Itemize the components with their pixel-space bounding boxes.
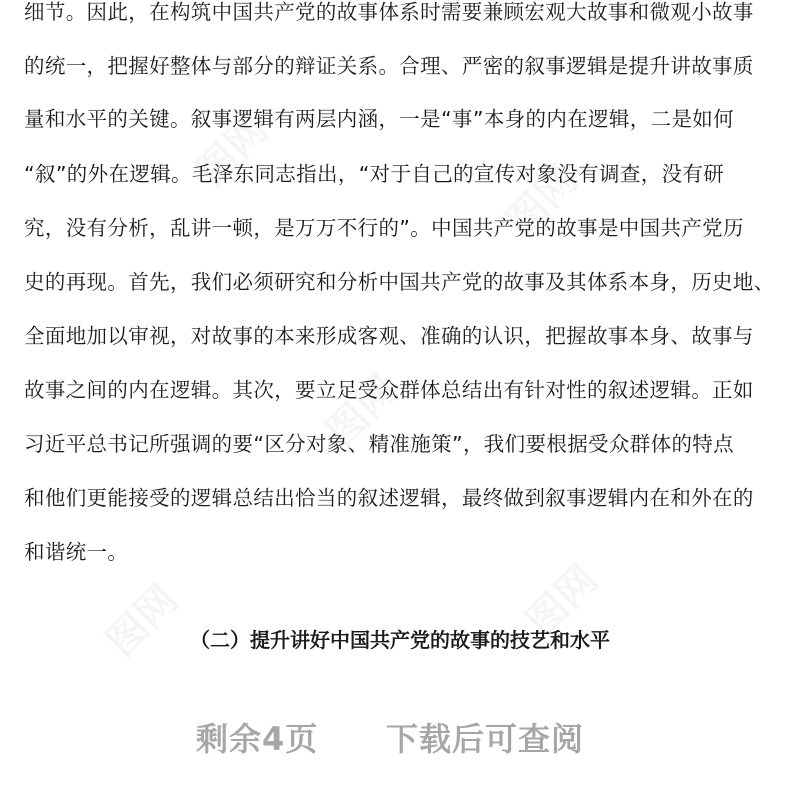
watermark: 图网 — [317, 366, 408, 456]
body-text-line: 的统一，把握好整体与部分的辩证关系。合理、严密的叙事逻辑是提升讲故事质 — [24, 54, 754, 78]
body-text-line: 史的再现。首先，我们必须研究和分析中国共产党的故事及其体系本身，历史地、 — [24, 270, 775, 294]
watermark: 图网 — [97, 576, 188, 666]
body-text-line: 量和水平的关键。叙事逻辑有两层内涵，一是“事”本身的内在逻辑，二是如何 — [24, 107, 734, 131]
watermark: 图网 — [497, 156, 588, 246]
body-text-line: 细节。因此，在构筑中国共产党的故事体系时需要兼顾宏观大故事和微观小故事 — [24, 0, 754, 24]
body-text-line: 和谐统一。 — [24, 540, 129, 564]
watermark: 图网 — [187, 106, 278, 196]
body-text-line: 究，没有分析，乱讲一顿，是万万不行的”。中国共产党的故事是中国共产党历 — [24, 216, 744, 240]
body-text-line: 习近平总书记所强调的要“区分对象、精准施策”，我们要根据受众群体的特点 — [24, 432, 734, 456]
download-to-view-label[interactable]: 下载后可查阅 — [386, 720, 585, 758]
section-heading: （二）提升讲好中国共产党的故事的技艺和水平 — [190, 628, 610, 652]
watermark: 图网 — [517, 556, 608, 646]
body-text-line: 和他们更能接受的逻辑总结出恰当的叙述逻辑，最终做到叙事逻辑内在和外在的 — [24, 486, 754, 510]
remaining-pages-label[interactable]: 剩余4页 — [196, 720, 319, 758]
body-text-line: 全面地加以审视，对故事的本来形成客观、准确的认识，把握故事本身、故事与 — [24, 324, 754, 348]
body-text-line: 故事之间的内在逻辑。其次，要立足受众群体总结出有针对性的叙述逻辑。正如 — [24, 378, 754, 402]
download-more-banner[interactable] — [0, 708, 800, 758]
body-text-line: “叙”的外在逻辑。毛泽东同志指出，“对于自己的宣传对象没有调查，没有研 — [24, 162, 725, 186]
